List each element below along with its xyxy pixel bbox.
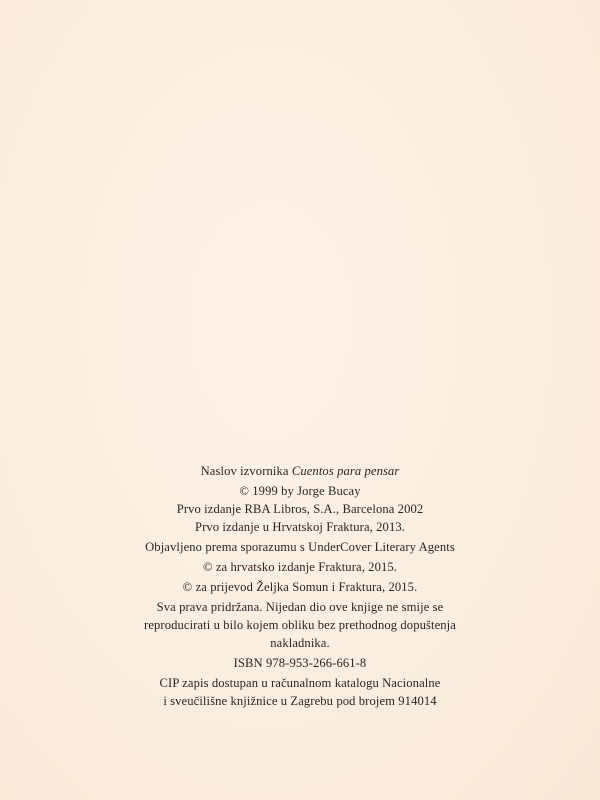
original-title-line (0, 462, 600, 480)
copyright-author: © 1999 by Jorge Bucay (239, 484, 361, 498)
original-title: Cuentos para pensar (291, 464, 400, 478)
first-edition: Prvo izdanje RBA Libros, S.A., Barcelona 2002 (176, 502, 424, 516)
original-title-label: Naslov izvornika (200, 464, 289, 478)
original-title-block (0, 462, 600, 480)
cip-line-2: i sveučilišne knjižnice u Zagrebu pod brojem 914014 (163, 694, 437, 708)
hr-edition-block (0, 558, 600, 576)
isbn: ISBN 978-953-266-661-8 (233, 656, 367, 670)
cip-line-1: CIP zapis dostupan u računalnom katalogu Nacionalne (159, 676, 441, 690)
isbn-block (0, 654, 600, 672)
rights-line-3: nakladnika. (270, 636, 330, 650)
rights-line-2: reproducirati u bilo kojem obliku bez prethodnog dopuštenja (144, 618, 456, 632)
cip-block (0, 674, 600, 710)
copyright-translation: © za prijevod Željka Somun i Fraktura, 2015. (182, 580, 418, 594)
translation-block (0, 578, 600, 596)
colophon (0, 462, 600, 712)
copyright-hr-edition: © za hrvatsko izdanje Fraktura, 2015. (202, 560, 398, 574)
rights-block (0, 598, 600, 652)
first-edition-hr: Prvo izdanje u Hrvatskoj Fraktura, 2013. (194, 520, 405, 534)
agreement: Objavljeno prema sporazumu s UnderCover Literary Agents (145, 540, 455, 554)
rights-line-1: Sva prava pridržana. Nijedan dio ove knjige ne smije se (156, 600, 444, 614)
copyright-block (0, 482, 600, 536)
agreement-block (0, 538, 600, 556)
